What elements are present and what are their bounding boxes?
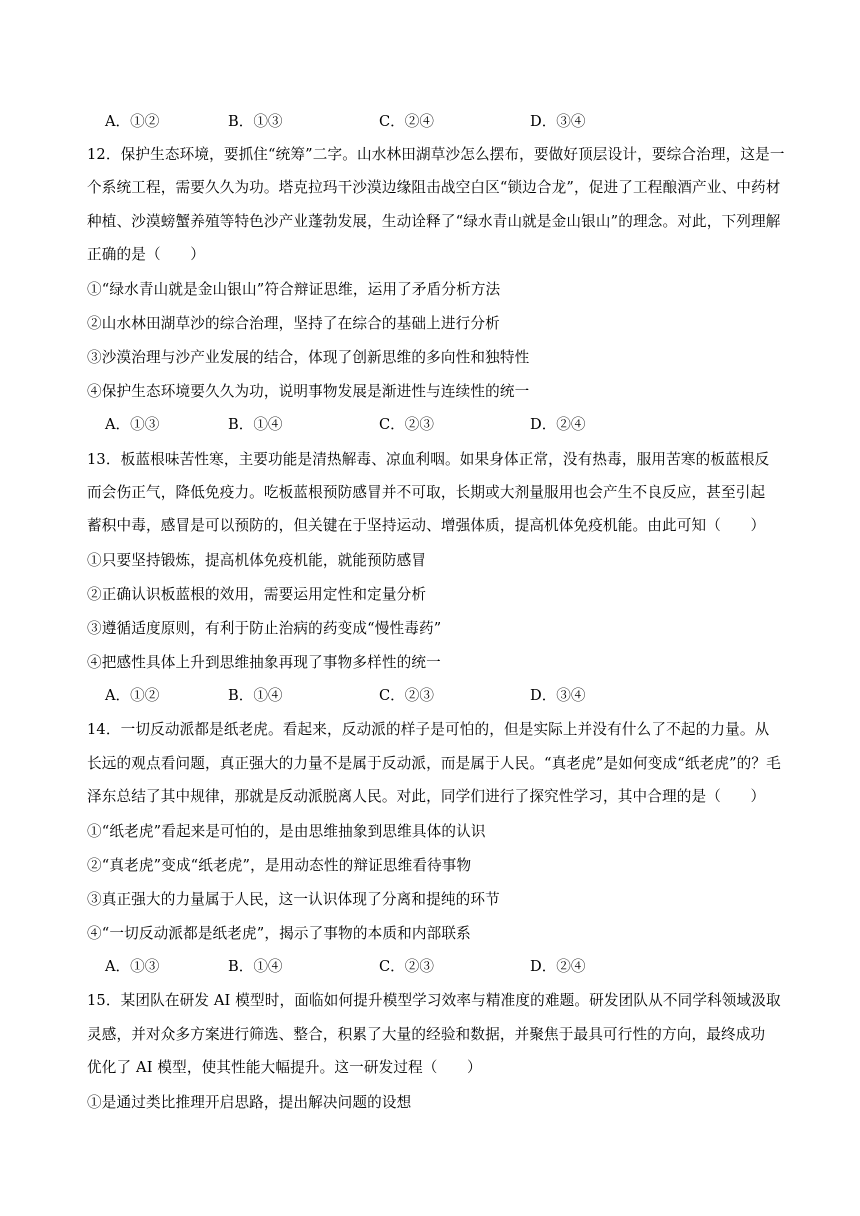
q13-option-d: D．③④ [530,687,586,704]
q14-option-a: A．①③ [105,958,160,975]
q13-option-a: A．①② [105,687,160,704]
q13-stem-line: 蓄积中毒，感冒是可以预防的，但关键在于坚持运动、增强体质，提高机体免疫机能。由此可知（ ） [87,517,766,534]
q13-statement-4: ④把感性具体上升到思维抽象再现了事物多样性的统一 [87,654,441,671]
q12-statement-3: ③沙漠治理与沙产业发展的结合，体现了创新思维的多向性和独特性 [87,349,530,366]
q13-option-c: C．②③ [379,687,434,704]
q14-statement-3: ③真正强大的力量属于人民，这一认识体现了分离和提纯的环节 [87,891,500,908]
q14-option-d: D．②④ [530,958,586,975]
q13-stem-line: 13．板蓝根味苦性寒，主要功能是清热解毒、凉血利咽。如果身体正常，没有热毒，服用苦寒的板蓝根反 [87,451,770,468]
q13-statement-1: ①只要坚持锻炼，提高机体免疫机能，就能预防感冒 [87,552,427,569]
q15-stem-line: 15．某团队在研发 AI 模型时，面临如何提升模型学习效率与精准度的难题。研发团队从不同学科领域汲取 [87,992,781,1009]
q13-option-b: B．①④ [228,687,283,704]
q14-option-b: B．①④ [228,958,283,975]
q12-statement-2: ②山水林田湖草沙的综合治理，坚持了在综合的基础上进行分析 [87,315,500,332]
q13-statement-3: ③遵循适度原则，有利于防止治病的药变成“慢性毒药” [87,620,442,637]
q14-stem-line: 14．一切反动派都是纸老虎。看起来，反动派的样子是可怕的，但是实际上并没有什么了不起的力量。从 [87,721,770,738]
q15-stem-line: 灵感，并对众多方案进行筛选、整合，积累了大量的经验和数据，并聚焦于最具可行性的方向，最终成功 [87,1026,766,1043]
q12-statement-4: ④保护生态环境要久久为功，说明事物发展是渐进性与连续性的统一 [87,383,530,400]
q14-statement-1: ①“纸老虎”看起来是可怕的，是由思维抽象到思维具体的认识 [87,823,486,840]
q13-stem-line: 而会伤正气，降低免疫力。吃板蓝根预防感冒并不可取，长期或大剂量服用也会产生不良反应，甚至引起 [87,484,766,501]
q12-option-a: A．①③ [105,416,160,433]
q14-statement-4: ④“一切反动派都是纸老虎”，揭示了事物的本质和内部联系 [87,925,471,942]
q11-option-a: A．①② [105,113,160,130]
q11-option-b: B．①③ [228,113,283,130]
q11-option-d: D．③④ [530,113,586,130]
q14-stem-line: 泽东总结了其中规律，那就是反动派脱离人民。对此，同学们进行了探究性学习，其中合理的是（ ） [87,788,766,805]
q14-stem-line: 长远的观点看问题，真正强大的力量不是属于反动派，而是属于人民。“真老虎”是如何变成“纸老虎”的？毛 [87,755,781,772]
q12-statement-1: ①“绿水青山就是金山银山”符合辩证思维，运用了矛盾分析方法 [87,281,501,298]
q12-option-d: D．②④ [530,416,586,433]
q13-statement-2: ②正确认识板蓝根的效用，需要运用定性和定量分析 [87,586,427,603]
q12-stem-line: 正确的是（ ） [87,246,205,263]
q15-statement-1: ①是通过类比推理开启思路，提出解决问题的设想 [87,1094,412,1111]
q12-option-c: C．②③ [379,416,434,433]
q12-stem-line: 12．保护生态环境，要抓住“统筹”二字。山水林田湖草沙怎么摆布，要做好顶层设计，要综合治理，这是一 [87,146,785,163]
q14-option-c: C．②③ [379,958,434,975]
q11-option-c: C．②④ [379,113,434,130]
q14-statement-2: ②“真老虎”变成“纸老虎”，是用动态性的辩证思维看待事物 [87,857,472,874]
q12-stem-line: 种植、沙漠螃蟹养殖等特色沙产业蓬勃发展，生动诠释了“绿水青山就是金山银山”的理念。对此，下列理解 [87,213,781,230]
q15-stem-line: 优化了 AI 模型，使其性能大幅提升。这一研发过程（ ） [87,1059,482,1076]
q12-stem-line: 个系统工程，需要久久为功。塔克拉玛干沙漠边缘阻击战空白区“锁边合龙”，促进了工程酿酒产业、中药材 [87,179,781,196]
q12-option-b: B．①④ [228,416,283,433]
